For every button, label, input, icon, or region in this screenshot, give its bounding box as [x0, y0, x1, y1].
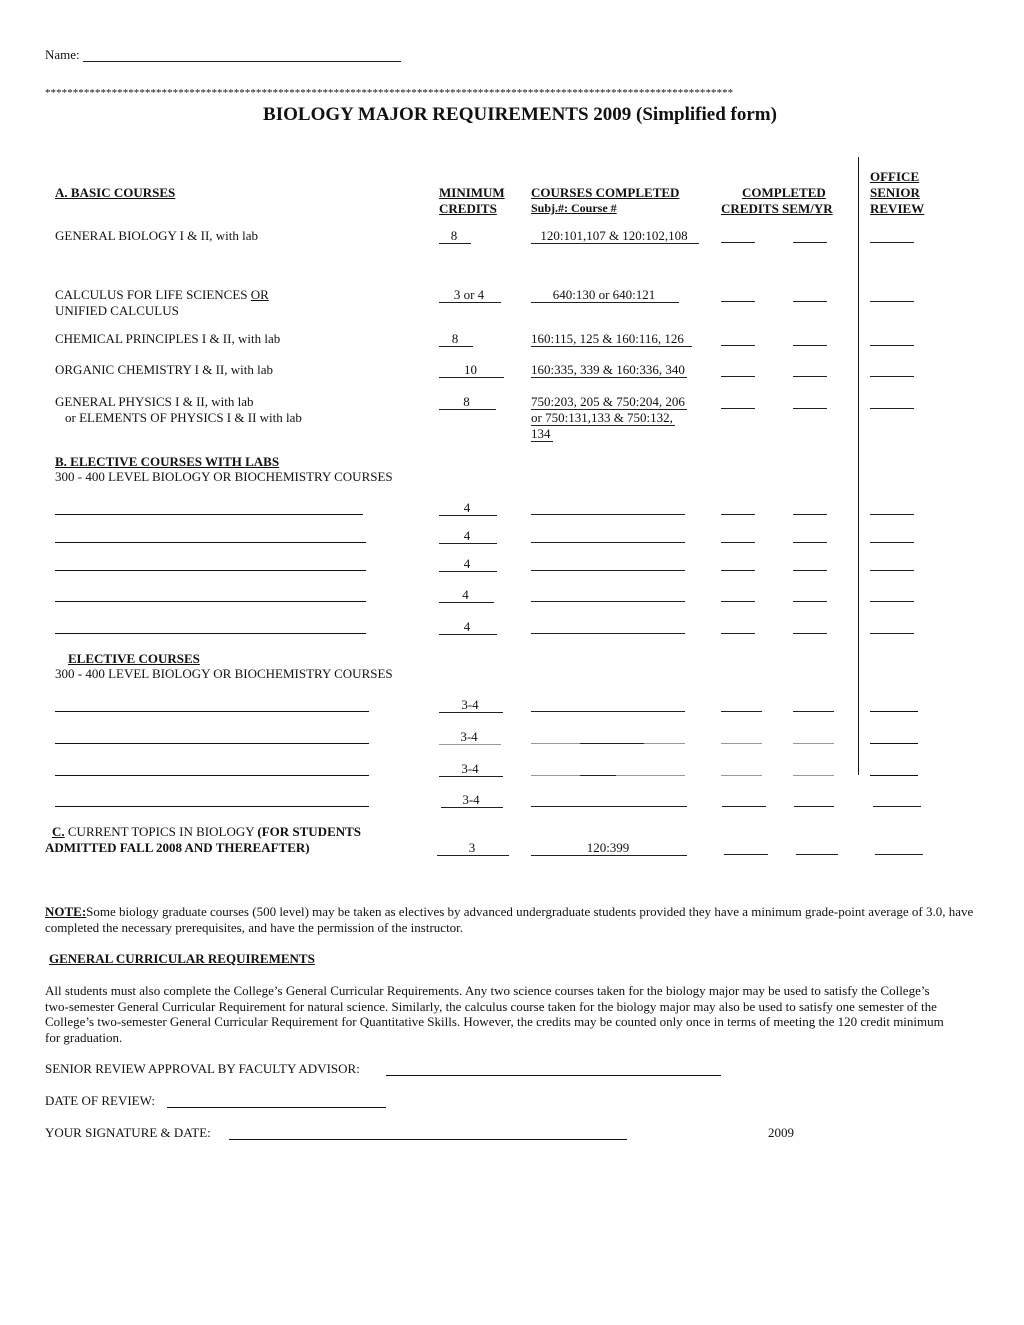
- course-name: [55, 287, 269, 302]
- courses-completed-blank[interactable]: [531, 514, 685, 515]
- office-review-blank[interactable]: [870, 743, 918, 744]
- min-credits-cell: [439, 362, 504, 378]
- semyr-blank[interactable]: [793, 408, 827, 409]
- signature-year: 2009: [768, 1125, 794, 1140]
- general-requirements-title: [45, 951, 315, 966]
- course-name-or: OR: [250, 287, 269, 302]
- general-requirements-text: All students must also complete the College’s General Curricular Requirements. Any two science courses taken for the biology major may be used to satisfy the College’s two-semester General Curricular Requirement for natural science. Similarly, the calculus course taken for the biology major may also be used to satisfy one semester of the College’s two-semester General Curricular Requirement for Quantitative Skills. However, the credits may be counted only once in terms of meeting the 120 credit minimum for graduation.: [45, 983, 944, 1045]
- min-credits-cell: [439, 331, 473, 347]
- star-divider: ****************************************************************************************************************************: [45, 87, 734, 99]
- min-credits-value: 3-4: [441, 793, 503, 808]
- courses-cell-line2: [531, 410, 675, 426]
- completed-header-1: COMPLETED: [742, 185, 826, 200]
- min-credits-header-2: CREDITS: [439, 201, 497, 216]
- credits-blank[interactable]: [721, 376, 755, 377]
- office-review-blank[interactable]: [870, 242, 914, 243]
- courses-cell-line3: [531, 426, 553, 442]
- courses-completed-blank[interactable]: [531, 806, 687, 807]
- course-numbers-line3: 134: [531, 426, 551, 441]
- credits-blank[interactable]: [721, 408, 755, 409]
- credits-blank[interactable]: [721, 743, 762, 744]
- min-credits-value: 4: [439, 588, 494, 603]
- office-review-blank[interactable]: [870, 514, 914, 515]
- section-c-text: CURRENT TOPICS IN BIOLOGY: [64, 824, 258, 839]
- credits-blank[interactable]: [721, 242, 755, 243]
- courses-completed-partial: [580, 743, 644, 744]
- semyr-blank[interactable]: [794, 806, 834, 807]
- courses-completed-header-1: COURSES COMPLETED: [531, 185, 680, 200]
- credits-blank[interactable]: [721, 301, 755, 302]
- semyr-blank[interactable]: [793, 376, 827, 377]
- office-header-3: REVIEW: [870, 201, 925, 216]
- course-name-line2: or ELEMENTS OF PHYSICS I & II with lab: [65, 410, 302, 425]
- elective-section-title-text: ELECTIVE COURSES: [68, 651, 200, 666]
- min-credits-cell: [439, 528, 497, 544]
- office-column-rule: [858, 157, 859, 775]
- min-credits-value: 3 or 4: [439, 288, 501, 303]
- credits-blank[interactable]: [722, 806, 766, 807]
- min-credits-cell: [439, 619, 497, 635]
- note-text: Some biology graduate courses (500 level) may be taken as electives by advanced undergraduate students provided they have a minimum grade-point average of 3.0, have completed the necessary prerequisites, and have the permission of the instructor.: [45, 904, 974, 935]
- office-review-blank[interactable]: [875, 854, 923, 855]
- semyr-blank[interactable]: [793, 242, 827, 243]
- courses-cell: [531, 228, 699, 244]
- min-credits-cell: [439, 587, 494, 603]
- section-a-title: A. BASIC COURSES: [55, 185, 176, 200]
- min-credits-value: 3: [437, 841, 509, 856]
- elective-course-field[interactable]: [55, 514, 363, 515]
- completed-header-2: CREDITS SEM/YR: [721, 201, 833, 216]
- date-of-review-field[interactable]: [167, 1107, 386, 1108]
- semyr-blank[interactable]: [793, 542, 827, 543]
- semyr-blank[interactable]: [793, 775, 834, 776]
- min-credits-cell: [439, 228, 471, 244]
- min-credits-cell: [441, 792, 503, 808]
- course-numbers: 120:101,107 & 120:102,108: [531, 229, 699, 244]
- office-review-blank[interactable]: [870, 408, 914, 409]
- office-header-2: SENIOR: [870, 185, 920, 200]
- min-credits-cell: [439, 697, 503, 713]
- section-c-bold-1: (FOR STUDENTS: [257, 824, 362, 839]
- section-b-title: B. ELECTIVE COURSES WITH LABS: [55, 454, 280, 469]
- elective-section-title: [55, 651, 202, 666]
- min-credits-value: 8: [439, 332, 473, 347]
- credits-blank[interactable]: [721, 514, 755, 515]
- semyr-blank[interactable]: [793, 301, 827, 302]
- course-name-line2: UNIFIED CALCULUS: [55, 303, 179, 318]
- min-credits-header-1: MINIMUM: [439, 185, 505, 200]
- semyr-blank[interactable]: [793, 601, 827, 602]
- min-credits-cell: [439, 729, 501, 745]
- min-credits-value: 3-4: [439, 730, 501, 745]
- min-credits-value: 3-4: [439, 698, 503, 713]
- min-credits-cell: [439, 761, 503, 777]
- credits-blank[interactable]: [721, 345, 755, 346]
- elective-course-field[interactable]: [55, 542, 366, 543]
- office-review-blank[interactable]: [870, 301, 914, 302]
- course-name: CHEMICAL PRINCIPLES I & II, with lab: [55, 331, 281, 346]
- min-credits-cell: [439, 394, 496, 410]
- elective-course-field[interactable]: [55, 711, 369, 712]
- min-credits-cell: [439, 287, 501, 303]
- signature-date-field[interactable]: [229, 1139, 627, 1140]
- section-c-bold-2: ADMITTED FALL 2008 AND THEREAFTER): [45, 840, 310, 855]
- semyr-blank[interactable]: [793, 711, 834, 712]
- credits-blank[interactable]: [721, 711, 762, 712]
- courses-completed-header-2: Subj.#: Course #: [531, 201, 617, 215]
- semyr-blank[interactable]: [796, 854, 838, 855]
- advisor-signature-field[interactable]: [386, 1075, 721, 1076]
- signature-date-label: YOUR SIGNATURE & DATE:: [45, 1125, 211, 1140]
- office-review-blank[interactable]: [870, 570, 914, 571]
- courses-cell: [531, 362, 687, 378]
- office-review-blank[interactable]: [873, 806, 921, 807]
- semyr-blank[interactable]: [793, 345, 827, 346]
- course-name: ORGANIC CHEMISTRY I & II, with lab: [55, 362, 273, 377]
- office-review-blank[interactable]: [870, 633, 914, 634]
- section-c-title: [52, 824, 361, 839]
- elective-course-field[interactable]: [55, 633, 366, 634]
- note-label: NOTE:: [45, 904, 87, 919]
- elective-course-field[interactable]: [55, 743, 369, 744]
- min-credits-value: 10: [439, 363, 504, 378]
- section-b-subtitle: 300 - 400 LEVEL BIOLOGY OR BIOCHEMISTRY COURSES: [55, 469, 393, 484]
- course-numbers: 120:399: [531, 841, 687, 856]
- credits-blank[interactable]: [724, 854, 768, 855]
- semyr-blank[interactable]: [793, 514, 827, 515]
- office-header-1: OFFICE: [870, 169, 920, 184]
- credits-blank[interactable]: [721, 570, 755, 571]
- credits-blank[interactable]: [721, 775, 762, 776]
- name-label: Name:: [45, 47, 80, 62]
- credits-blank[interactable]: [721, 542, 755, 543]
- courses-completed-blank[interactable]: [531, 570, 685, 571]
- min-credits-value: 8: [439, 229, 471, 244]
- course-numbers: 160:115, 125 & 160:116, 126: [531, 332, 692, 347]
- courses-cell: [531, 287, 679, 303]
- course-name: GENERAL PHYSICS I & II, with lab: [55, 394, 254, 409]
- elective-course-field[interactable]: [55, 806, 369, 807]
- page-title: BIOLOGY MAJOR REQUIREMENTS 2009 (Simplified form): [263, 104, 777, 125]
- min-credits-cell: [437, 840, 509, 856]
- office-review-blank[interactable]: [870, 601, 914, 602]
- min-credits-value: 4: [439, 620, 497, 635]
- semyr-blank[interactable]: [793, 570, 827, 571]
- courses-completed-partial: [580, 775, 616, 776]
- elective-section-subtitle: 300 - 400 LEVEL BIOLOGY OR BIOCHEMISTRY COURSES: [55, 666, 393, 681]
- courses-cell: [531, 331, 692, 347]
- office-review-blank[interactable]: [870, 711, 918, 712]
- courses-completed-blank[interactable]: [531, 601, 685, 602]
- min-credits-value: 4: [439, 557, 497, 572]
- courses-completed-blank[interactable]: [531, 542, 685, 543]
- section-c-letter: C.: [52, 824, 65, 839]
- course-numbers: 160:335, 339 & 160:336, 340: [531, 362, 685, 377]
- min-credits-value: 4: [439, 501, 497, 516]
- office-review-blank[interactable]: [870, 542, 914, 543]
- min-credits-cell: [439, 556, 497, 572]
- min-credits-value: 8: [439, 395, 496, 410]
- credits-blank[interactable]: [721, 601, 755, 602]
- courses-completed-blank[interactable]: [531, 633, 685, 634]
- elective-course-field[interactable]: [55, 601, 366, 602]
- course-name-text: CALCULUS FOR LIFE SCIENCES: [55, 287, 248, 302]
- credits-blank[interactable]: [721, 633, 755, 634]
- advisor-approval-label: SENIOR REVIEW APPROVAL BY FACULTY ADVISOR:: [45, 1061, 360, 1076]
- date-of-review-label: DATE OF REVIEW:: [45, 1093, 156, 1108]
- min-credits-value: 3-4: [439, 762, 503, 777]
- course-numbers: 640:130 or 640:121: [531, 288, 679, 303]
- courses-cell: [531, 840, 687, 856]
- note-paragraph: [45, 904, 985, 935]
- course-name: GENERAL BIOLOGY I & II, with lab: [55, 228, 259, 243]
- course-numbers: 750:203, 205 & 750:204, 206: [531, 394, 685, 409]
- semyr-blank[interactable]: [793, 743, 834, 744]
- general-requirements-title-text: GENERAL CURRICULAR REQUIREMENTS: [49, 951, 315, 966]
- name-field[interactable]: [83, 61, 401, 62]
- elective-course-field[interactable]: [55, 570, 366, 571]
- office-review-blank[interactable]: [870, 345, 914, 346]
- office-review-blank[interactable]: [870, 376, 914, 377]
- course-numbers-line2: or 750:131,133 & 750:132,: [531, 410, 673, 425]
- courses-completed-blank[interactable]: [531, 711, 685, 712]
- semyr-blank[interactable]: [793, 633, 827, 634]
- office-review-blank[interactable]: [870, 775, 918, 776]
- courses-cell: [531, 394, 687, 410]
- elective-course-field[interactable]: [55, 775, 369, 776]
- min-credits-value: 4: [439, 529, 497, 544]
- min-credits-cell: [439, 500, 497, 516]
